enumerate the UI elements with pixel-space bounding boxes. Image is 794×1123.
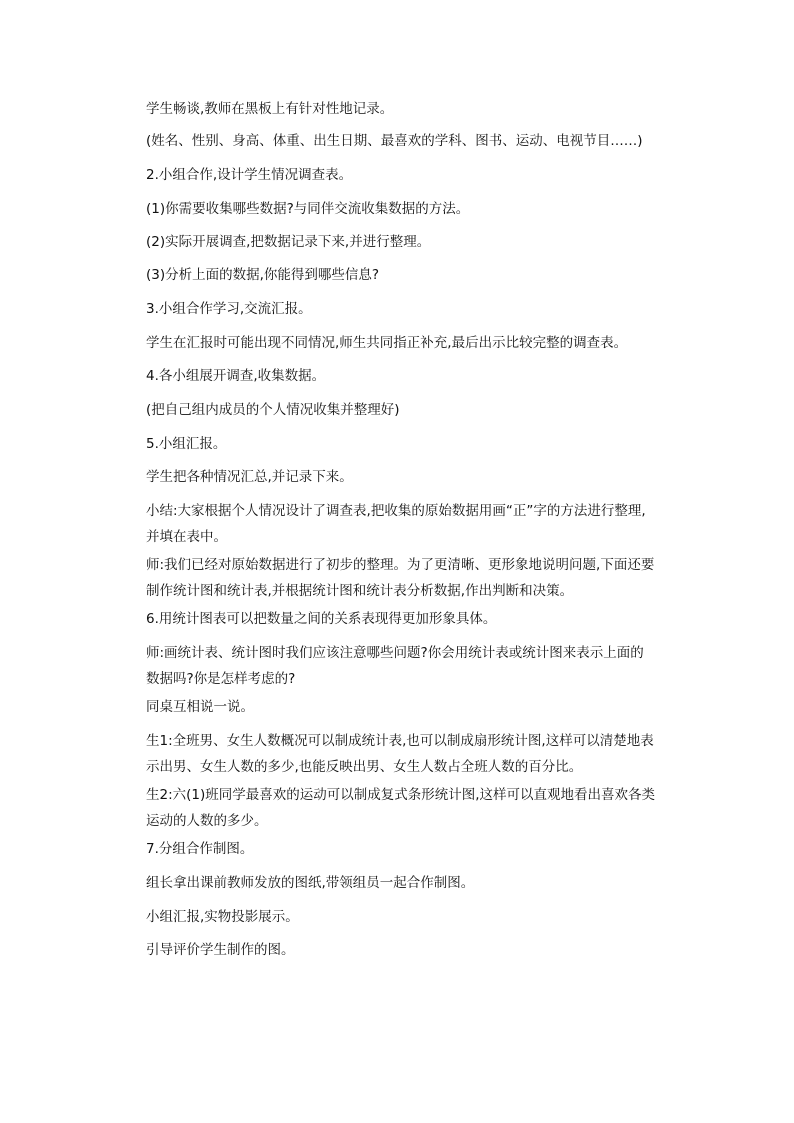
paragraph-10: (把自己组内成员的个人情况收集并整理好) (146, 402, 400, 418)
paragraph-22: 小组汇报,实物投影展示。 (146, 909, 299, 925)
paragraph-14: 师:我们已经对原始数据进行了初步的整理。为了更清晰、更形象地说明问题,下面还要制作统计图和统计表,并根据统计图和统计表分析数据,作出判断和决策。 (146, 557, 655, 599)
paragraph-8: 学生在汇报时可能出现不同情况,师生共同指正补充,最后出示比较完整的调查表。 (146, 335, 628, 351)
paragraph-9: 4.各小组展开调查,收集数据。 (146, 368, 326, 384)
paragraph-5: (2)实际开展调查,把数据记录下来,并进行整理。 (146, 234, 431, 250)
paragraph-3: 2.小组合作,设计学生情况调查表。 (146, 167, 353, 183)
paragraph-2: (姓名、性别、身高、体重、出生日期、最喜欢的学科、图书、运动、电视节目……) (146, 133, 643, 149)
paragraph-19: 生2:六(1)班同学最喜欢的运动可以制成复式条形统计图,这样可以直观地看出喜欢各类运动的人数的多少。 (146, 787, 656, 829)
paragraph-4: (1)你需要收集哪些数据?与同伴交流收集数据的方法。 (146, 201, 470, 217)
paragraph-18: 生1:全班男、女生人数概况可以制成统计表,也可以制成扇形统计图,这样可以清楚地表示出男、女生人数的多少,也能反映出男、女生人数占全班人数的百分比。 (146, 733, 654, 775)
paragraph-15: 6.用统计图表可以把数量之间的关系表现得更加形象具体。 (146, 611, 497, 627)
paragraph-16: 师:画统计表、统计图时我们应该注意哪些问题?你会用统计表或统计图来表示上面的数据吗?你是怎样考虑的? (146, 645, 644, 687)
paragraph-7: 3.小组合作学习,交流汇报。 (146, 301, 312, 317)
paragraph-1: 学生畅谈,教师在黑板上有针对性地记录。 (146, 101, 394, 117)
paragraph-17: 同桌互相说一说。 (146, 699, 254, 715)
paragraph-23: 引导评价学生制作的图。 (146, 942, 295, 958)
paragraph-12: 学生把各种情况汇总,并记录下来。 (146, 469, 353, 485)
paragraph-11: 5.小组汇报。 (146, 436, 227, 452)
paragraph-21: 组长拿出课前教师发放的图纸,带领组员一起合作制图。 (146, 875, 475, 891)
paragraph-20: 7.分组合作制图。 (146, 841, 254, 857)
paragraph-13: 小结:大家根据个人情况设计了调查表,把收集的原始数据用画“正”字的方法进行整理,并填在表中。 (146, 503, 646, 545)
paragraph-6: (3)分析上面的数据,你能得到哪些信息? (146, 267, 380, 283)
